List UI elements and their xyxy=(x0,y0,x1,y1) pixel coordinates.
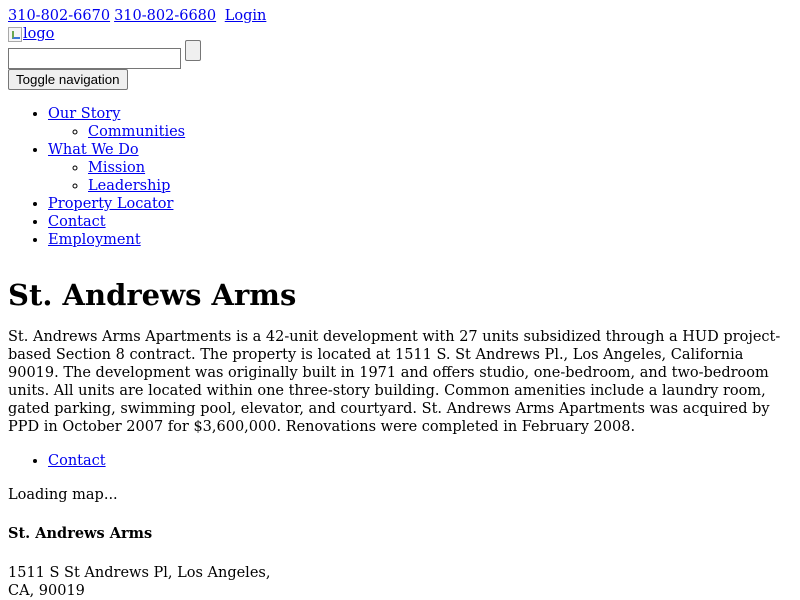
logo[interactable] xyxy=(8,25,792,43)
phone-link-1[interactable]: 310-802-6670 xyxy=(8,8,111,24)
toggle-navigation-row xyxy=(8,71,792,90)
property-name: St. Andrews Arms xyxy=(8,525,153,542)
phone-link-2[interactable]: 310-802-6680 xyxy=(114,8,217,24)
submenu-what-we-do xyxy=(48,159,792,195)
page-title: St. Andrews Arms xyxy=(8,278,297,312)
nav-link-communities[interactable]: Communities xyxy=(88,124,186,140)
contact-link[interactable]: Contact xyxy=(48,453,106,469)
nav-link-leadership[interactable]: Leadership xyxy=(88,178,171,194)
search-form xyxy=(8,45,792,71)
nav-link-mission[interactable]: Mission xyxy=(88,160,146,176)
login-link[interactable]: Login xyxy=(224,8,267,24)
nav-item-contact xyxy=(48,213,792,231)
search-input[interactable] xyxy=(8,48,181,69)
nav-item-what-we-do xyxy=(48,141,792,195)
nav-link-property-locator[interactable]: Property Locator xyxy=(48,196,174,212)
main-nav xyxy=(8,105,792,249)
nav-link-contact[interactable]: Contact xyxy=(48,214,106,230)
submenu-our-story xyxy=(48,123,792,141)
property-address xyxy=(8,564,792,600)
nav-item-employment xyxy=(48,231,792,249)
broken-image-icon xyxy=(8,27,22,42)
address-line-1: 1511 S St Andrews Pl, Los Angeles, xyxy=(8,565,271,581)
nav-item-mission xyxy=(88,159,792,177)
address-line-2: CA, 90019 xyxy=(8,583,85,599)
property-actions xyxy=(8,452,792,470)
action-item-contact xyxy=(48,452,792,470)
nav-item-communities xyxy=(88,123,792,141)
toggle-navigation-button[interactable]: Toggle navigation xyxy=(8,69,128,90)
search-submit-button[interactable] xyxy=(185,40,201,61)
logo-alt-text[interactable]: logo xyxy=(23,26,55,42)
property-description: St. Andrews Arms Apartments is a 42-unit development with 27 units subsidized through a HUD project-based Section 8 contract. The property is located at 1511 S. St Andrews Pl., Los Angeles, California 90019. The development was originally built in 1971 and offers studio, one-bedroom, and two-bedroom units. All units are located within one three-story building. Common amenities include a laundry room, gated parking, swimming pool, elevator, and courtyard. St. Andrews Arms Apartments was acquired by PPD in October 2007 for $3,600,000. Renovations were completed in February 2008. xyxy=(8,329,781,435)
nav-link-our-story[interactable]: Our Story xyxy=(48,106,121,122)
nav-item-our-story xyxy=(48,105,792,141)
nav-link-what-we-do[interactable]: What We Do xyxy=(48,142,139,158)
nav-link-employment[interactable]: Employment xyxy=(48,232,141,248)
top-bar xyxy=(8,7,792,25)
nav-item-property-locator xyxy=(48,195,792,213)
nav-item-leadership xyxy=(88,177,792,195)
map-loading-status: Loading map... xyxy=(8,487,118,503)
